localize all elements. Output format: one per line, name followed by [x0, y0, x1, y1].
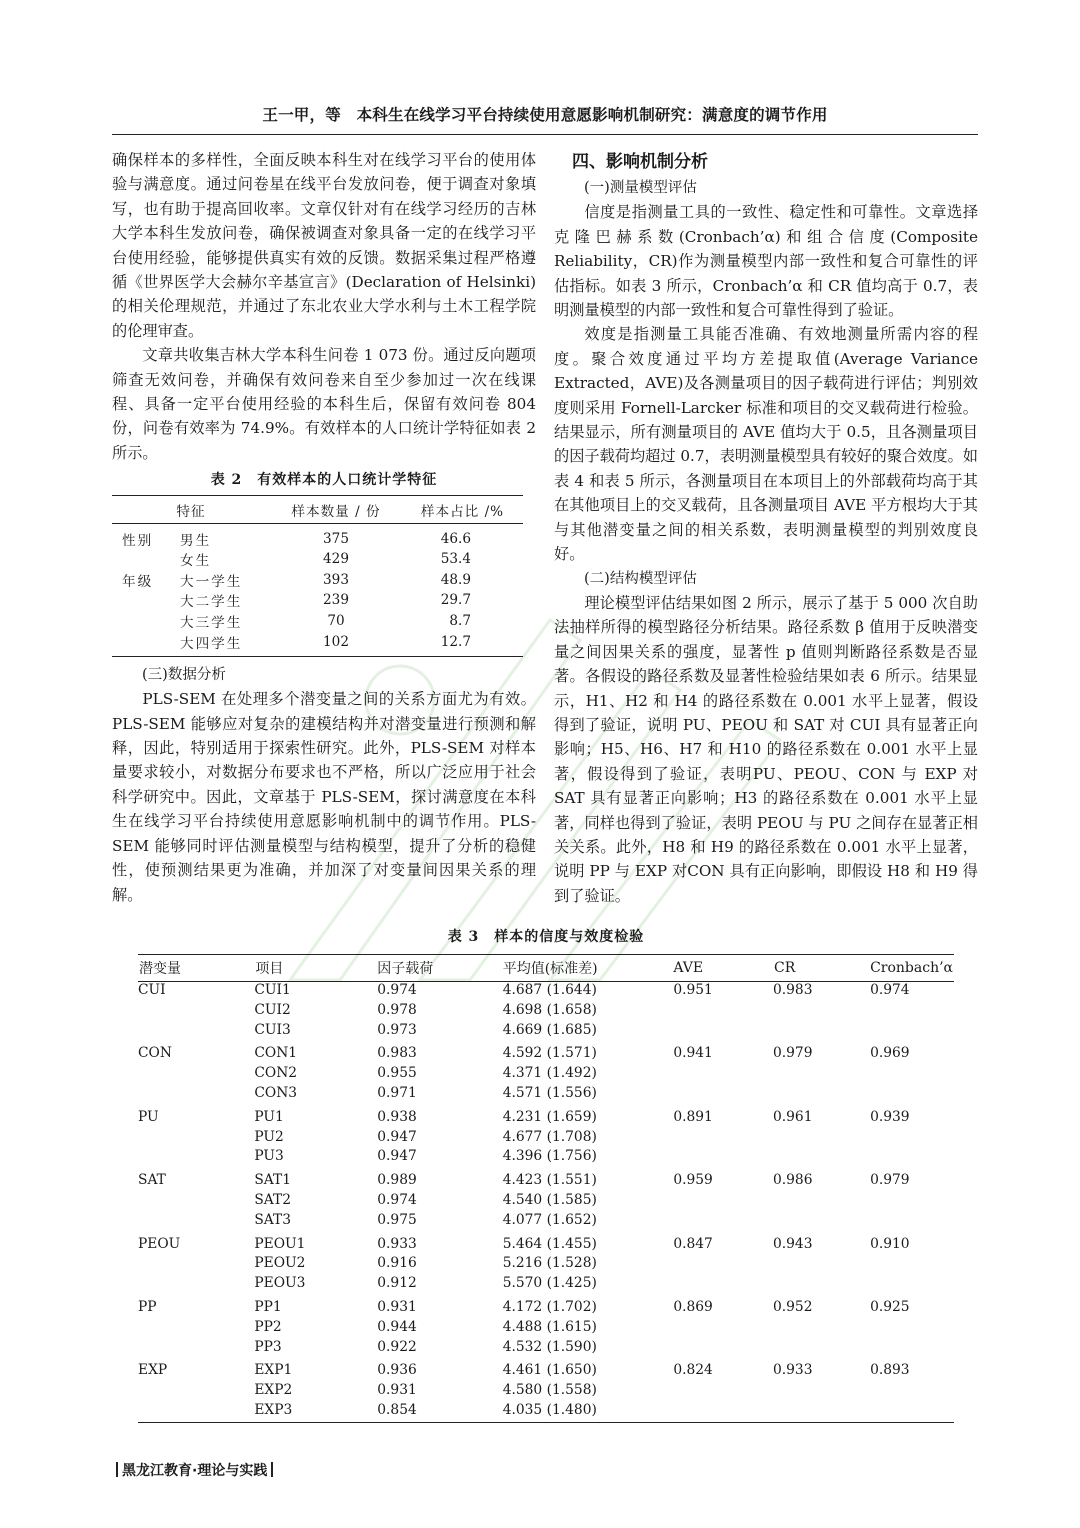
- table3-loading: 0.973: [377, 1021, 417, 1038]
- table2-caption: 表 2 有效样本的人口统计学特征: [210, 472, 438, 489]
- table2-item: 男生: [180, 532, 212, 549]
- table3-mean: 4.698 (1.658): [502, 1001, 597, 1018]
- table3-ave: [661, 1212, 773, 1232]
- table3-loading: 0.989: [377, 1172, 417, 1189]
- table3-cr: [773, 1129, 856, 1149]
- table3-mean: 4.532 (1.590): [502, 1338, 597, 1355]
- table2-count: 429: [323, 551, 349, 568]
- table3-item: CUI1: [254, 982, 291, 998]
- table2-count: 375: [323, 530, 349, 547]
- table3-var: [138, 1192, 254, 1212]
- table3-mean: 4.669 (1.685): [502, 1021, 597, 1038]
- table3-cr: [773, 1002, 856, 1022]
- table-row: [138, 1382, 954, 1402]
- table3-cr: [773, 1319, 856, 1339]
- table3-alpha: [856, 1002, 954, 1022]
- table3-mean: 4.592 (1.571): [502, 1045, 597, 1062]
- table3-ave: [661, 1129, 773, 1149]
- table3-var: [138, 1002, 254, 1022]
- table3-var: PU: [138, 1108, 159, 1125]
- table3-mean: 5.216 (1.528): [502, 1255, 597, 1272]
- table3-loading: 0.971: [377, 1084, 417, 1101]
- table3-mean: 4.580 (1.558): [502, 1382, 597, 1399]
- table-row: [138, 1319, 954, 1339]
- table3-cr: 0.952: [772, 1298, 813, 1315]
- table3-alpha: [856, 1212, 954, 1232]
- table2-header-feature: 特征: [112, 496, 270, 524]
- table-row: [138, 1022, 954, 1042]
- table3-item: SAT2: [254, 1191, 292, 1208]
- table3-var: [138, 1129, 254, 1149]
- table3-loading: 0.933: [377, 1235, 417, 1252]
- table-row: [138, 1232, 954, 1256]
- table2-pct: 12.7: [440, 633, 471, 650]
- table3-var: [138, 1255, 254, 1275]
- table3-var: EXP: [138, 1362, 168, 1379]
- table3-loading: 0.978: [377, 1001, 417, 1018]
- table3-cr: 0.943: [772, 1235, 813, 1252]
- table3-ave: 0.891: [673, 1108, 713, 1125]
- table-row: [138, 1148, 954, 1168]
- table3-alpha: 0.969: [870, 1045, 910, 1062]
- table-row: [138, 1065, 954, 1085]
- table3-alpha: [856, 1085, 954, 1105]
- table3-var: PP: [138, 1298, 157, 1315]
- table3-var: PEOU: [138, 1235, 181, 1252]
- table3-ave: [661, 1255, 773, 1275]
- table-row: [138, 1402, 954, 1422]
- table3-alpha: 0.979: [870, 1172, 910, 1189]
- table-row: [138, 1105, 954, 1129]
- subsection-data-analysis: (三)数据分析: [142, 666, 226, 683]
- table3-mean: 4.488 (1.615): [502, 1318, 597, 1335]
- table3-block: [138, 924, 954, 1423]
- table3-ave: [661, 1148, 773, 1168]
- table3-var: [138, 1085, 254, 1105]
- table3-alpha: 0.939: [870, 1108, 910, 1125]
- table3-ave: [661, 1022, 773, 1042]
- table3-alpha: [856, 1402, 954, 1422]
- table3-mean: 4.677 (1.708): [502, 1128, 597, 1145]
- table3-cr: [773, 1065, 856, 1085]
- table3-var: [138, 1402, 254, 1422]
- table3-cr: 0.979: [772, 1045, 813, 1062]
- table3-loading: 0.916: [377, 1255, 417, 1272]
- table3-body: [138, 982, 954, 1423]
- table-row: [112, 631, 523, 652]
- table2-pct: 53.4: [440, 551, 471, 568]
- table3-alpha: [856, 1382, 954, 1402]
- table3-cr: [773, 1402, 856, 1422]
- table3-item: CON2: [254, 1065, 298, 1082]
- table3-ave: [661, 1065, 773, 1085]
- table3-item: SAT1: [254, 1172, 292, 1189]
- table3-item: PP2: [254, 1318, 282, 1335]
- table3-header-loading: 因子载荷: [355, 955, 486, 982]
- table-row: [138, 1295, 954, 1319]
- table3-cr: 0.961: [772, 1108, 813, 1125]
- footer-bar-left: [116, 1462, 118, 1477]
- table3-var: [138, 1148, 254, 1168]
- section-title: 四、影响机制分析: [572, 152, 708, 172]
- table-row: [138, 1129, 954, 1149]
- table3-item: PEOU3: [254, 1275, 306, 1292]
- table3-cr: [773, 1192, 856, 1212]
- table3-header-mean: 平均值(标准差): [487, 955, 662, 982]
- table3-ave: [661, 1339, 773, 1359]
- table2-group: [112, 549, 180, 570]
- table3-loading: 0.983: [377, 1045, 417, 1062]
- table3-loading: 0.974: [377, 1191, 417, 1208]
- table3-mean: 5.570 (1.425): [502, 1275, 597, 1292]
- table3-mean: 4.423 (1.551): [502, 1172, 597, 1189]
- right-paragraph-2: 效度是指测量工具能否准确、有效地测量所需内容的程度。聚合效度通过平均方差提取值(Average Variance Extracted，AVE)及各测量项目的因子载荷进行评估；判别效度则采用 Fornell-Larcker 标准和项目的交叉载荷进行检验。结果显示，所有测量项目的 AVE 值均大于 0.5，且各测量项目的因子载荷均超过 0.7，表明测量模型具有较好的聚合效度。如表 4 和表 5 所示，各测量项目在本项目上的外部载荷均高于其在其他项目上的交叉载荷，且各测量项目 AVE 平方根均大于其与其他潜变量之间的相关系数，表明测量模型的判别效度良好。: [554, 325, 978, 564]
- table3-ave: [661, 1319, 773, 1339]
- table2-pct: 8.7: [449, 612, 471, 629]
- table3-ave: 0.869: [673, 1298, 713, 1315]
- table3-alpha: [856, 1275, 954, 1295]
- table3-ave: [661, 1002, 773, 1022]
- table3-loading: 0.947: [377, 1128, 417, 1145]
- table3-alpha: 0.974: [870, 982, 910, 998]
- table3-mean: 4.687 (1.644): [502, 982, 597, 998]
- table3-mean: 5.464 (1.455): [502, 1235, 597, 1252]
- table3-item: SAT3: [254, 1211, 292, 1228]
- table3-var: [138, 1275, 254, 1295]
- table3-ave: [661, 1192, 773, 1212]
- table3-cr: [773, 1148, 856, 1168]
- table3-header-row: [138, 955, 954, 982]
- table-row: [138, 1041, 954, 1065]
- table3-alpha: [856, 1148, 954, 1168]
- table3-cr: [773, 1339, 856, 1359]
- table3-loading: 0.936: [377, 1362, 417, 1379]
- table3-var: SAT: [138, 1172, 166, 1189]
- table2-group: [112, 611, 180, 632]
- table3-alpha: [856, 1192, 954, 1212]
- table-row: [138, 1255, 954, 1275]
- table2-pct: 48.9: [440, 571, 471, 588]
- table3-ave: [661, 1382, 773, 1402]
- table3-ave: [661, 1275, 773, 1295]
- table2-group: 性别: [122, 532, 154, 549]
- right-column: [554, 148, 978, 908]
- table2: [112, 495, 523, 657]
- table-row: [138, 1358, 954, 1382]
- table3-caption: 表 3 样本的信度与效度检验: [447, 929, 645, 945]
- table3-item: PP1: [254, 1298, 282, 1315]
- table3-item: PU1: [254, 1108, 284, 1125]
- table3-item: CON1: [254, 1045, 298, 1062]
- table3-ave: [661, 1402, 773, 1422]
- table3-var: [138, 1319, 254, 1339]
- table3-loading: 0.975: [377, 1211, 417, 1228]
- table3-mean: 4.396 (1.756): [502, 1148, 597, 1165]
- table3-item: PU2: [254, 1128, 284, 1145]
- table3-ave: 0.951: [673, 982, 713, 998]
- table-row: [112, 528, 523, 549]
- right-paragraph-1: 信度是指测量工具的一致性、稳定性和可靠性。文章选择克隆巴赫系数(Cronbach’α)和组合信度(Composite Reliability，CR)作为测量模型内部一致性和复合可靠性的评估指标。如表 3 所示，Cronbach’α 和 CR 值均高于 0.7，表明测量模型的内部一致性和复合可靠性得到了验证。: [554, 203, 978, 320]
- subsection-measurement: (一)测量模型评估: [584, 180, 697, 196]
- table-row: [138, 1002, 954, 1022]
- table2-pct: 29.7: [440, 592, 471, 609]
- table3-item: CUI2: [254, 1001, 291, 1018]
- table3-loading: 0.944: [377, 1318, 417, 1335]
- table-row: [138, 1192, 954, 1212]
- table3-alpha: 0.925: [870, 1298, 910, 1315]
- table2-item: 大三学生: [180, 614, 243, 631]
- table3-loading: 0.974: [377, 982, 417, 998]
- table3-mean: 4.540 (1.585): [502, 1191, 597, 1208]
- table3-var: [138, 1382, 254, 1402]
- table3-item: PEOU1: [254, 1235, 306, 1252]
- table3-mean: 4.571 (1.556): [502, 1084, 597, 1101]
- table3-var: CON: [138, 1045, 172, 1062]
- table3-alpha: [856, 1339, 954, 1359]
- table3-cr: 0.983: [772, 982, 813, 998]
- table2-item: 大二学生: [180, 594, 243, 611]
- table3-item: CON3: [254, 1084, 298, 1101]
- journal-name: 黑龙江教育·理论与实践: [122, 1463, 268, 1479]
- table-row: [138, 1339, 954, 1359]
- table3-var: [138, 1065, 254, 1085]
- table3-loading: 0.854: [377, 1401, 417, 1418]
- table3: [138, 954, 954, 1423]
- table3-alpha: 0.910: [870, 1235, 910, 1252]
- table3-header-item: 项目: [254, 955, 355, 982]
- table2-count: 239: [323, 592, 349, 609]
- table3-loading: 0.938: [377, 1108, 417, 1125]
- footer-bar-right: [271, 1462, 273, 1477]
- table3-ave: 0.824: [673, 1362, 713, 1379]
- table-row: [138, 1168, 954, 1192]
- table3-cr: [773, 1255, 856, 1275]
- table-row: [112, 611, 523, 632]
- table3-mean: 4.077 (1.652): [502, 1211, 597, 1228]
- journal-footer: [112, 1462, 277, 1480]
- table-row: [138, 1085, 954, 1105]
- table2-count: 70: [327, 612, 345, 629]
- table3-item: EXP2: [254, 1382, 293, 1399]
- table2-count: 393: [323, 571, 349, 588]
- table3-loading: 0.912: [377, 1275, 417, 1292]
- table3-item: PP3: [254, 1338, 282, 1355]
- table3-loading: 0.922: [377, 1338, 417, 1355]
- table3-loading: 0.947: [377, 1148, 417, 1165]
- table3-ave: [661, 1085, 773, 1105]
- table3-mean: 4.461 (1.650): [502, 1362, 597, 1379]
- table2-item: 大四学生: [180, 635, 243, 652]
- table2-group: 年级: [122, 573, 154, 590]
- table3-var: [138, 1339, 254, 1359]
- table-row: [112, 549, 523, 570]
- table3-alpha: [856, 1255, 954, 1275]
- table3-mean: 4.035 (1.480): [502, 1401, 597, 1418]
- left-column: [112, 148, 536, 907]
- table2-count: 102: [323, 633, 349, 650]
- right-paragraph-3: 理论模型评估结果如图 2 所示，展示了基于 5 000 次自助法抽样所得的模型路径分析结果。路径系数 β 值用于反映潜变量之间因果关系的强度，显著性 p 值则判断路径系数是否显著。各假设的路径系数及显著性检验结果如表 6 所示。结果显示，H1、H2 和 H4 的路径系数在 0.001 水平上显著，假设得到了验证，说明 PU、PEOU 和 SAT 对 CUI 具有显著正向影响；H5、H6、H7 和 H10 的路径系数在 0.001 水平上显著，假设得到了验证，表明PU、PEOU、CON 与 EXP 对 SAT 具有显著正向影响；H3 的路径系数在 0.001 水平上显著，同样也得到了验证，表明 PEOU 与 PU 之间存在显著正相关关系。此外，H8 和 H9 的路径系数在 0.001 水平上显著，说明 PP 与 EXP 对CON 具有正向影响，即假设 H8 和 H9 得到了验证。: [554, 593, 978, 905]
- table3-alpha: [856, 1022, 954, 1042]
- table3-header-ave: AVE: [661, 955, 773, 982]
- table3-mean: 4.371 (1.492): [502, 1065, 597, 1082]
- table3-cr: [773, 1382, 856, 1402]
- subsection-structural: (二)结构模型评估: [584, 570, 697, 587]
- table2-group: [112, 590, 180, 611]
- table3-item: PU3: [254, 1148, 284, 1165]
- left-paragraph-1: 确保样本的多样性，全面反映本科生对在线学习平台的使用体验与满意度。通过问卷星在线平台发放问卷，便于调查对象填写，也有助于提高回收率。文章仅针对有在线学习经历的吉林大学本科生发放问卷，确保被调查对象具备一定的在线学习平台使用经验，能够提供真实有效的反馈。数据采集过程严格遵循《世界医学大会赫尔辛基宣言》(Declaration of Helsinki)的相关伦理规范，并通过了东北农业大学水利与土木工程学院的伦理审查。: [112, 151, 536, 340]
- table2-header-row: [112, 496, 523, 524]
- table2-group: [112, 631, 180, 652]
- table3-item: EXP3: [254, 1401, 293, 1418]
- table-row: [138, 1212, 954, 1232]
- table3-cr: 0.933: [772, 1362, 813, 1379]
- table3-mean: 4.231 (1.659): [502, 1108, 597, 1125]
- table-row: [112, 569, 523, 590]
- table3-alpha: [856, 1129, 954, 1149]
- table3-loading: 0.955: [377, 1065, 417, 1082]
- running-header: 王一甲，等 本科生在线学习平台持续使用意愿影响机制研究：满意度的调节作用: [112, 98, 978, 135]
- table3-var: CUI: [138, 982, 166, 998]
- table2-pct: 46.6: [440, 530, 471, 547]
- table3-header-var: 潜变量: [138, 955, 254, 982]
- table3-alpha: [856, 1319, 954, 1339]
- table-row: [138, 982, 954, 1002]
- table2-item: 女生: [180, 553, 212, 570]
- table3-cr: 0.986: [772, 1172, 813, 1189]
- table-row: [112, 590, 523, 611]
- table3-var: [138, 1212, 254, 1232]
- table3-cr: [773, 1212, 856, 1232]
- table3-item: EXP1: [254, 1362, 293, 1379]
- table3-cr: [773, 1085, 856, 1105]
- table3-ave: 0.959: [673, 1172, 713, 1189]
- table3-item: CUI3: [254, 1021, 291, 1038]
- table3-item: PEOU2: [254, 1255, 306, 1272]
- table3-loading: 0.931: [377, 1298, 417, 1315]
- table3-mean: 4.172 (1.702): [502, 1298, 597, 1315]
- table3-cr: [773, 1275, 856, 1295]
- table3-alpha: 0.893: [870, 1362, 910, 1379]
- table3-header-cr: CR: [773, 955, 856, 982]
- table2-header-pct: 样本占比 /%: [402, 496, 523, 524]
- table-row: [138, 1275, 954, 1295]
- table2-item: 大一学生: [180, 573, 243, 590]
- table3-ave: 0.941: [673, 1045, 713, 1062]
- left-paragraph-3: PLS-SEM 在处理多个潜变量之间的关系方面尤为有效。PLS-SEM 能够应对复杂的建模结构并对潜变量进行预测和解释，因此，特别适用于探索性研究。此外，PLS-SEM 对样本量要求较小，对数据分布要求也不严格，所以广泛应用于社会科学研究中。因此，文章基于 PLS-SEM，探讨满意度在本科生在线学习平台持续使用意愿影响机制中的调节作用。PLS-SEM 能够同时评估测量模型与结构模型，提升了分析的稳健性，使预测结果更为准确，并加深了对变量间因果关系的理解。: [112, 690, 536, 904]
- table3-cr: [773, 1022, 856, 1042]
- table3-alpha: [856, 1065, 954, 1085]
- table3-loading: 0.931: [377, 1382, 417, 1399]
- table2-header-count: 样本数量 / 份: [270, 496, 402, 524]
- table3-ave: 0.847: [673, 1235, 713, 1252]
- table3-header-alpha: Cronbach’α: [856, 955, 954, 982]
- table3-var: [138, 1022, 254, 1042]
- left-paragraph-2: 文章共收集吉林大学本科生问卷 1 073 份。通过反向题项筛查无效问卷，并确保有效问卷来自至少参加过一次在线课程、具备一定平台使用经验的本科生后，保留有效问卷 804 份，问卷有效率为 74.9%。有效样本的人口统计学特征如表 2 所示。: [112, 346, 536, 462]
